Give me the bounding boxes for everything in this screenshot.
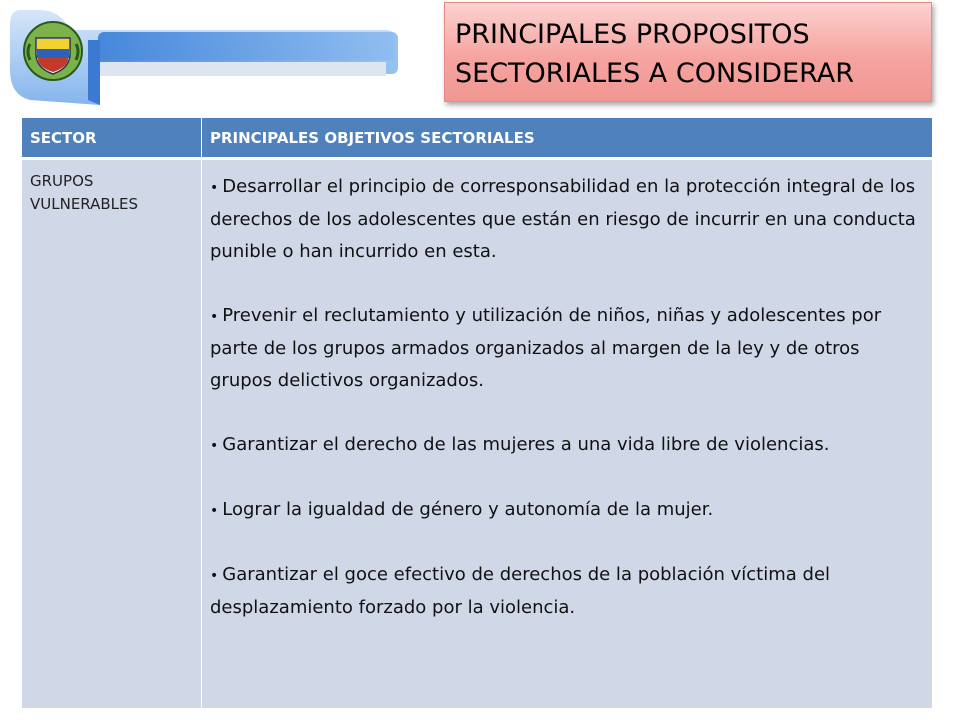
objective-text: Prevenir el reclutamiento y utilización de niños, niñas y adolescentes por parte de los grupos armados organizados al margen de la ley y de otros grupos delictivos organizados. xyxy=(210,305,882,391)
objective-text: Desarrollar el principio de corresponsabilidad en la protección integral de los derechos de los adolescentes que están en riesgo de incurrir en una conducta punible o han incurrido en esta. xyxy=(210,176,916,262)
objectives-table xyxy=(22,118,932,708)
slide-title-box xyxy=(444,2,932,102)
bullet-icon: • xyxy=(210,503,219,519)
bullet-icon: • xyxy=(210,180,219,196)
bullet-icon: • xyxy=(210,568,219,584)
objective-item xyxy=(210,300,926,397)
bullet-icon: • xyxy=(210,438,219,454)
emblem-logo xyxy=(22,20,84,82)
objective-item xyxy=(210,429,926,462)
objective-item xyxy=(210,494,926,527)
objective-text: Lograr la igualdad de género y autonomía de la mujer. xyxy=(222,499,714,520)
header-sector: SECTOR xyxy=(22,118,202,157)
objective-text: Garantizar el derecho de las mujeres a una vida libre de violencias. xyxy=(222,434,830,455)
objective-text: Garantizar el goce efectivo de derechos de la población víctima del desplazamiento forzado por la violencia. xyxy=(210,564,831,618)
objective-item xyxy=(210,559,926,624)
slide-title-line-2: SECTORIALES A CONSIDERAR xyxy=(455,58,855,89)
objective-item xyxy=(210,171,926,268)
table-row xyxy=(22,160,932,708)
table-header-row xyxy=(22,118,932,160)
sector-cell xyxy=(22,160,202,708)
header-objectives: PRINCIPALES OBJETIVOS SECTORIALES xyxy=(210,128,535,147)
objectives-cell xyxy=(202,160,932,708)
sector-name-line-2: VULNERABLES xyxy=(30,195,139,213)
bullet-icon: • xyxy=(210,309,219,325)
slide-title-line-1: PRINCIPALES PROPOSITOS xyxy=(455,19,810,50)
sector-name-line-1: GRUPOS xyxy=(30,172,94,190)
